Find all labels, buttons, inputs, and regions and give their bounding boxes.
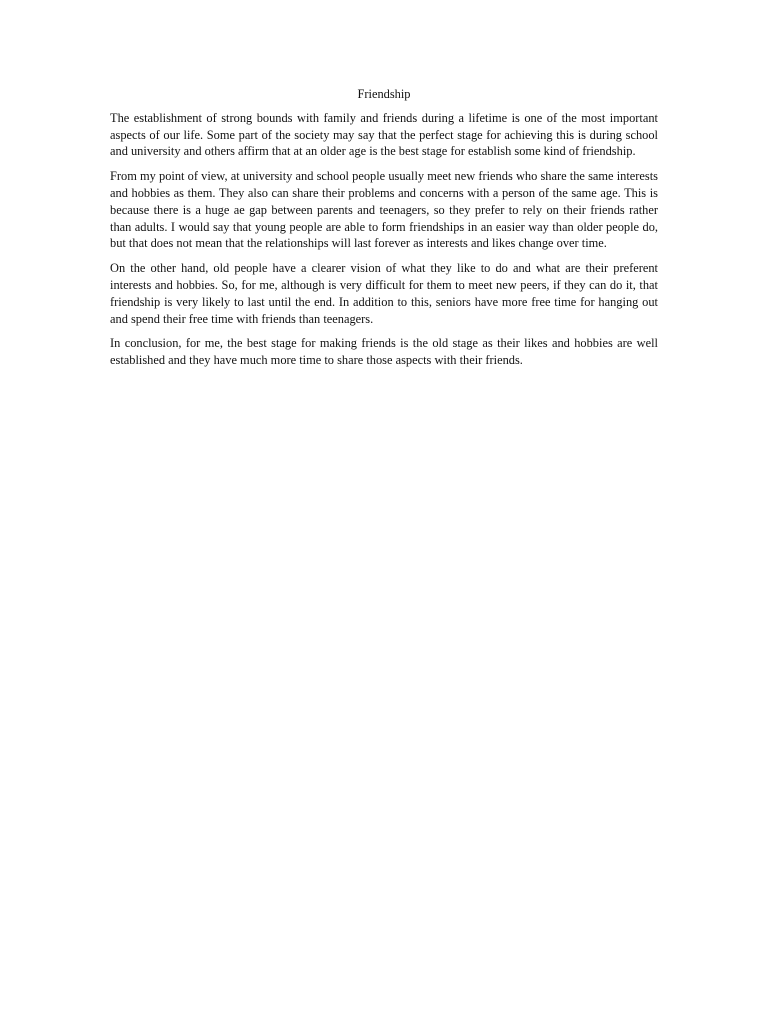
paragraph-introduction: The establishment of strong bounds with family and friends during a lifetime is one of the most important aspects of our life. Some part of the society may say that the perfect stage for achieving this is during school and university and others affirm that at an older age is the best stage for establish some kind of friendship. [110,110,658,159]
paragraph-young-people: From my point of view, at university and school people usually meet new friends who share the same interests and hobbies as them. They also can share their problems and concerns with a person of the same age. This is because there is a huge ae gap between parents and teenagers, so they prefer to rely on their friends rather than adults. I would say that young people are able to form friendships in an easier way than older people do, but that does not mean that the relationships will last forever as interests and likes change over time. [110,169,658,251]
paragraph-conclusion: In conclusion, for me, the best stage for making friends is the old stage as their likes and hobbies are well established and they have much more time to share those aspects with their friends. [110,336,658,368]
paragraph-old-people: On the other hand, old people have a clearer vision of what they like to do and what are their preferent interests and hobbies. So, for me, although is very difficult for them to meet new peers, if they can do it, that friendship is very likely to last until the end. In addition to this, seniors have more free time for hanging out and spend their free time with friends than teenagers. [110,261,658,326]
document-body [110,86,658,377]
document-title: Friendship [357,87,411,101]
